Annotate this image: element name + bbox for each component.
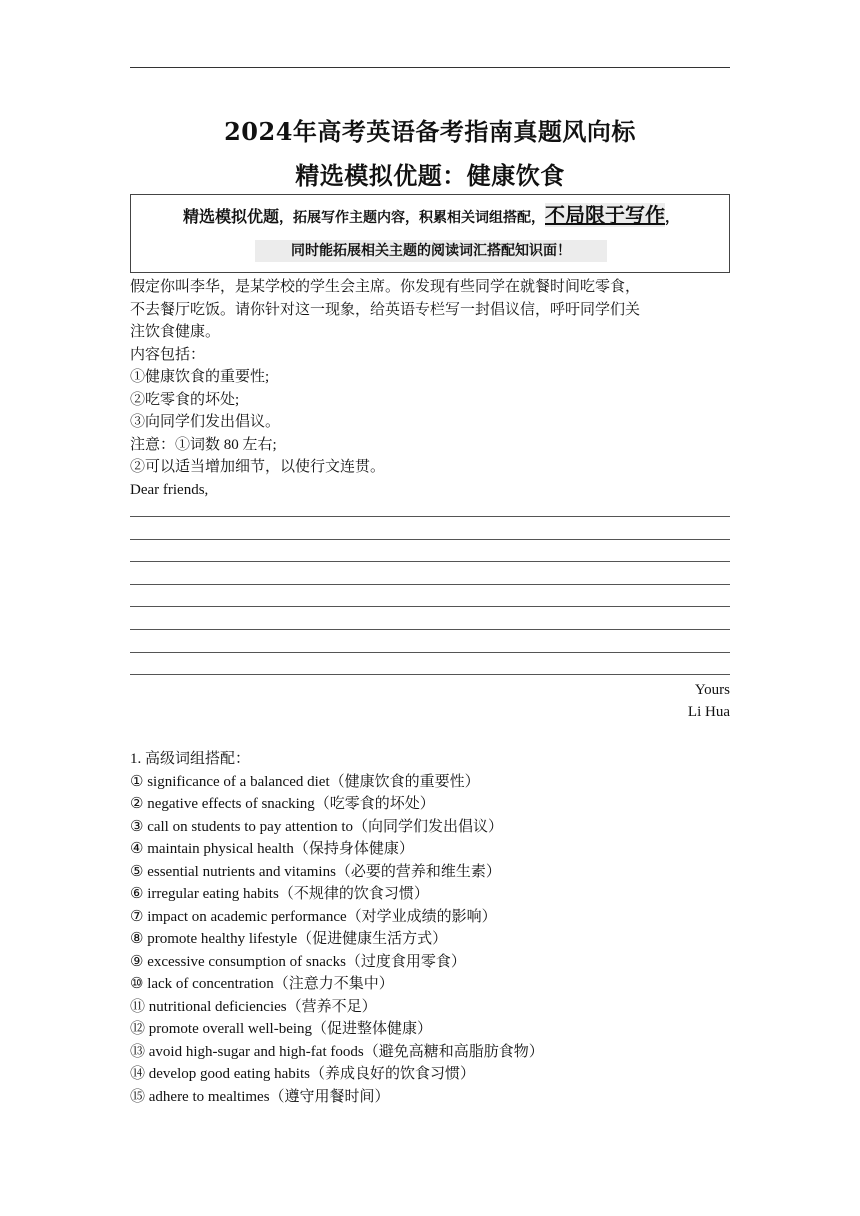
- writing-prompt: [130, 276, 730, 501]
- list-item: ⑨ excessive consumption of snacks（过度食用零食）: [130, 953, 466, 970]
- notice-line-1: [131, 203, 731, 230]
- closing: Yours: [694, 682, 730, 698]
- list-item: ⑥ irregular eating habits（不规律的饮食习惯）: [130, 886, 429, 902]
- list-item: ⑪ nutritional deficiencies（营养不足）: [130, 998, 377, 1015]
- signature-name: Li Hua: [687, 704, 730, 720]
- notice-part-4: ，: [665, 210, 679, 226]
- salutation: Dear friends,: [130, 481, 209, 498]
- list-item: ③ call on students to pay attention to（向同学们发出倡议）: [130, 818, 503, 835]
- writing-line: [130, 516, 730, 517]
- prompt-line: ②可以适当增加细节，以使行文连贯。: [130, 459, 386, 475]
- prompt-line: 假定你叫李华，是某学校的学生会主席。你发现有些同学在就餐时间吃零食，: [130, 279, 641, 295]
- prompt-line: 注意：①词数 80 左右;: [130, 436, 277, 453]
- list-item: ⑤ essential nutrients and vitamins（必要的营养和维生素）: [130, 863, 501, 880]
- list-item: ⑦ impact on academic performance（对学业成绩的影响）: [130, 908, 497, 925]
- list-item: ⑭ develop good eating habits（养成良好的饮食习惯）: [130, 1066, 475, 1082]
- vocab-heading: 1. 高级词组搭配：: [130, 751, 251, 767]
- prompt-line: 不去餐厅吃饭。请你针对这一现象，给英语专栏写一封倡议信，呼吁同学们关: [130, 301, 641, 318]
- prompt-line: 内容包括：: [130, 346, 206, 363]
- notice-part-3: 不局限于写作: [545, 203, 665, 227]
- writing-line: [130, 606, 730, 607]
- list-item: ⑮ adhere to mealtimes（遵守用餐时间）: [130, 1088, 390, 1105]
- writing-line: [130, 674, 730, 675]
- prompt-line: ③向同学们发出倡议。: [130, 414, 281, 430]
- writing-line: [130, 652, 730, 653]
- list-item: ④ maintain physical health（保持身体健康）: [130, 841, 414, 857]
- notice-box: [130, 194, 730, 273]
- writing-line: [130, 584, 730, 585]
- list-item: ① significance of a balanced diet（健康饮食的重要性）: [130, 773, 480, 790]
- notice-part-2: ，拓展写作主题内容，积累相关词组搭配，: [279, 210, 545, 226]
- list-item: ② negative effects of snacking（吃零食的坏处）: [130, 796, 435, 812]
- list-item: ⑬ avoid high-sugar and high-fat foods（避免高糖和高脂肪食物）: [130, 1043, 544, 1060]
- notice-part-1: 精选模拟优题: [182, 207, 279, 226]
- page-subtitle: 精选模拟优题：健康饮食: [295, 161, 565, 190]
- vocab-section: [130, 748, 730, 1108]
- notice-line-2: 同时能拓展相关主题的阅读词汇搭配知识面！: [255, 240, 607, 262]
- page-title: 2024年高考英语备考指南真题风向标: [224, 117, 636, 146]
- writing-line: [130, 561, 730, 562]
- header-rule: [130, 67, 730, 68]
- list-item: ⑧ promote healthy lifestyle（促进健康生活方式）: [130, 931, 448, 947]
- writing-line: [130, 629, 730, 630]
- prompt-line: ①健康饮食的重要性;: [130, 369, 270, 385]
- list-item: ⑫ promote overall well-being（促进整体健康）: [130, 1021, 433, 1037]
- writing-line: [130, 539, 730, 540]
- list-item: ⑩ lack of concentration（注意力不集中）: [130, 976, 394, 992]
- prompt-line: ②吃零食的坏处;: [130, 391, 240, 408]
- prompt-line: 注饮食健康。: [130, 324, 221, 340]
